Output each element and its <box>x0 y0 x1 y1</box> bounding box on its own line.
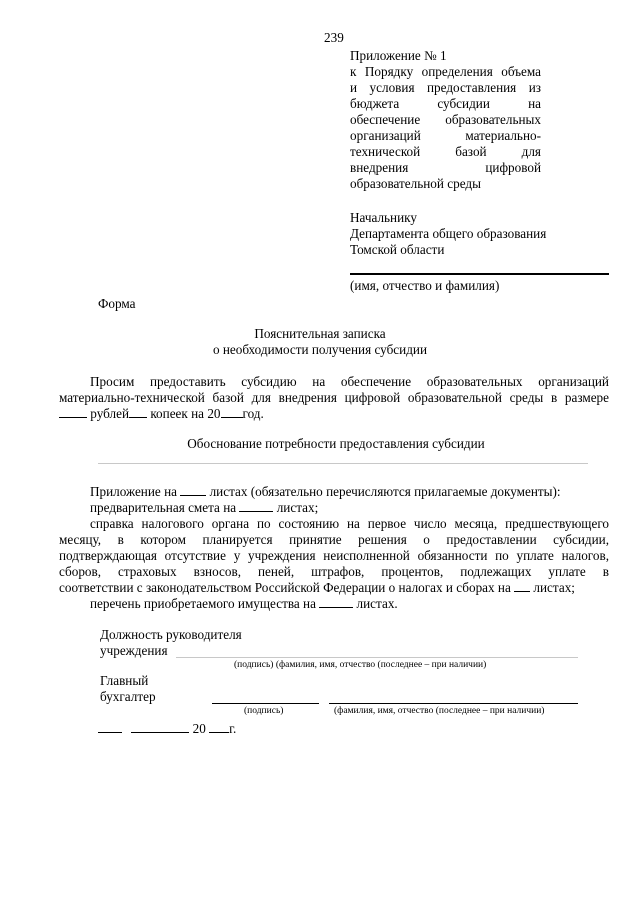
appendix-text <box>350 64 541 192</box>
rubles-blank[interactable] <box>59 406 87 418</box>
property-label: перечень приобретаемого имущества на <box>90 596 316 611</box>
year-label: год. <box>242 406 264 421</box>
accountant-signature-line[interactable] <box>212 703 319 704</box>
appendix-line: к Порядку определения объема <box>350 64 541 79</box>
addressee-line: Департамента общего образования <box>350 226 547 241</box>
page-number: 239 <box>324 30 344 45</box>
estimate-label: предварительная смета на <box>90 500 237 515</box>
date-day-blank[interactable] <box>98 721 122 733</box>
addressee-name-line <box>350 273 609 275</box>
tax-certificate-pages-blank[interactable] <box>514 580 530 592</box>
justification-field-line[interactable] <box>98 463 588 464</box>
kopecks-blank[interactable] <box>129 406 147 418</box>
head-signature-line[interactable] <box>176 657 578 658</box>
justification-heading: Обоснование потребности предоставления субсидии <box>187 436 485 451</box>
head-institution-label: учреждения <box>100 643 168 658</box>
appendix-line: технической базой для <box>350 144 541 159</box>
head-position-label: Должность руководителя <box>100 627 242 642</box>
property-suffix: листах. <box>356 596 398 611</box>
appendix-line: организаций материально- <box>350 128 541 143</box>
addressee-line: Томской области <box>350 242 445 257</box>
tax-certificate-last-line <box>59 580 575 596</box>
accountant-name-line[interactable] <box>329 703 578 704</box>
date-line <box>98 721 236 737</box>
date-year-blank[interactable] <box>209 721 229 733</box>
document-title: Пояснительная записка <box>254 326 386 341</box>
tax-certificate-line: справка налогового органа по состоянию на первое число месяца, предшествующего <box>90 516 609 531</box>
addressee-line: Начальнику <box>350 210 417 225</box>
appendix-line: образовательной среды <box>350 176 481 191</box>
estimate-pages-blank[interactable] <box>239 500 273 512</box>
accountant-name-caption: (фамилия, имя, отчество (последнее – при наличии) <box>334 706 545 716</box>
request-line: материально-технической базой для внедрения цифровой образовательной среды в размере <box>59 390 609 405</box>
attachments-intro-note: листах (обязательно перечисляются прилагаемые документы): <box>209 484 561 499</box>
accountant-label-2: бухгалтер <box>100 689 156 704</box>
appendix-line: обеспечение образовательных <box>350 112 541 127</box>
date-suffix: г. <box>229 721 237 736</box>
addressee-caption: (имя, отчество и фамилия) <box>350 278 500 293</box>
tax-certificate-line: сборов, страховых взносов, пеней, штрафов, процентов, подлежащих уплате в <box>59 564 609 579</box>
appendix-line: бюджета субсидии на <box>350 96 541 111</box>
appendix-line: внедрения цифровой <box>350 160 541 175</box>
attachments-intro <box>90 484 561 500</box>
kopecks-label: копеек на 20 <box>150 406 221 421</box>
document-subtitle: о необходимости получения субсидии <box>212 342 428 357</box>
appendix-title: Приложение № 1 <box>350 48 447 63</box>
appendix-line: и условия предоставления из <box>350 80 541 95</box>
tax-certificate-suffix: листах; <box>533 580 575 595</box>
accountant-signature-caption: (подпись) <box>244 706 284 716</box>
property-pages-blank[interactable] <box>319 596 353 608</box>
date-month-blank[interactable] <box>131 721 189 733</box>
attachment-item-estimate <box>90 500 318 516</box>
tax-certificate-line: подтверждающая отсутствие у учреждения неисполненной обязанности по уплате налогов, <box>59 548 609 563</box>
attachments-intro-label: Приложение на <box>90 484 177 499</box>
attachments-count-blank[interactable] <box>180 484 206 496</box>
date-year-prefix: 20 <box>192 721 206 736</box>
head-signature-caption: (подпись) (фамилия, имя, отчество (последнее – при наличии) <box>234 660 487 670</box>
tax-certificate-text: соответствии с законодательством Российской Федерации о налогах и сборах на <box>59 580 511 595</box>
year-blank[interactable] <box>221 406 243 418</box>
estimate-suffix: листах; <box>276 500 319 515</box>
rubles-label: рублей <box>90 406 130 421</box>
attachment-item-property <box>90 596 398 612</box>
request-line: Просим предоставить субсидию на обеспечение образовательных организаций <box>90 374 609 389</box>
request-amount-line <box>59 406 264 422</box>
accountant-label-1: Главный <box>100 673 149 688</box>
form-label: Форма <box>98 296 136 311</box>
addressee <box>350 210 546 258</box>
tax-certificate-line: месяцу, в котором планируется принятие решения о предоставлении субсидии, <box>59 532 609 547</box>
